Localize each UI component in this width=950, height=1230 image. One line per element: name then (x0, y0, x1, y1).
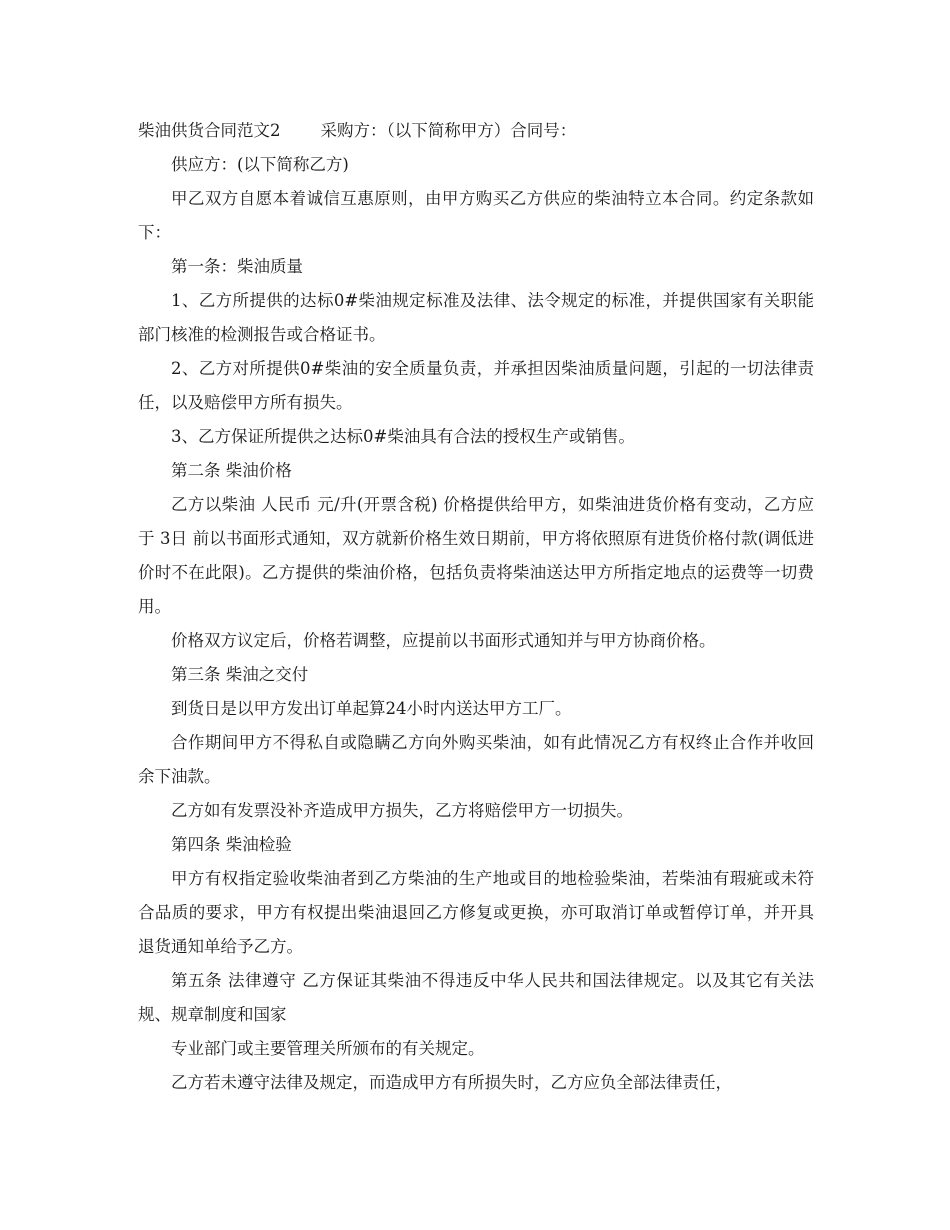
paragraph: 专业部门或主要管理关所颁布的有关规定。 (171, 1039, 485, 1058)
section-heading: 第三条 柴油之交付 (171, 665, 309, 684)
paragraph: 第五条 法律遵守 乙方保证其柴油不得违反中华人民共和国法律规定。以及其它有关法规、规章制度和国家 (138, 971, 814, 1024)
document-title: 柴油供货合同范文2 (138, 121, 281, 140)
paragraph: 到货日是以甲方发出订单起算24小时内送达甲方工厂。 (171, 699, 572, 718)
paragraph: 2、乙方对所提供0#柴油的安全质量负责，并承担因柴油质量问题，引起的一切法律责任，以及赔偿甲方所有损失。 (138, 359, 814, 412)
paragraph: 合作期间甲方不得私自或隐瞒乙方向外购买柴油，如有此情况乙方有权终止合作并收回余下油款。 (138, 733, 814, 786)
paragraph: 1、乙方所提供的达标0#柴油规定标准及法律、法令规定的标准，并提供国家有关职能部门核准的检测报告或合格证书。 (138, 291, 814, 344)
paragraph: 供应方：(以下简称乙方) (171, 155, 349, 174)
paragraph: 甲乙双方自愿本着诚信互惠原则，由甲方购买乙方供应的柴油特立本合同。约定条款如下： (138, 189, 814, 242)
paragraph: 乙方若未遵守法律及规定，而造成甲方有所损失时，乙方应负全部法律责任， (171, 1073, 732, 1092)
paragraph: 价格双方议定后，价格若调整，应提前以书面形式通知并与甲方协商价格。 (171, 631, 716, 650)
paragraph: 乙方如有发票没补齐造成甲方损失，乙方将赔偿甲方一切损失。 (171, 801, 633, 820)
buyer-line: 采购方：（以下简称甲方）合同号： (320, 121, 577, 140)
section-heading: 第二条 柴油价格 (171, 461, 292, 480)
title-line (138, 114, 814, 148)
section-heading: 第一条：柴油质量 (171, 257, 303, 276)
paragraph: 3、乙方保证所提供之达标0#柴油具有合法的授权生产或销售。 (171, 427, 635, 446)
paragraph: 乙方以柴油 人民币 元/升(开票含税) 价格提供给甲方，如柴油进货价格有变动，乙方应于 3日 前以书面形式通知，双方就新价格生效日期前，甲方将依照原有进货价格付款(调低进价时不在此限)。乙方提供的柴油价格，包括负责将柴油送达甲方所指定地点的运费等一切费用。 (138, 495, 814, 616)
section-heading: 第四条 柴油检验 (171, 835, 292, 854)
document-body (138, 114, 814, 1100)
paragraph: 甲方有权指定验收柴油者到乙方柴油的生产地或目的地检验柴油，若柴油有瑕疵或未符合品质的要求，甲方有权提出柴油退回乙方修复或更换，亦可取消订单或暂停订单，并开具退货通知单给予乙方。 (138, 869, 814, 956)
